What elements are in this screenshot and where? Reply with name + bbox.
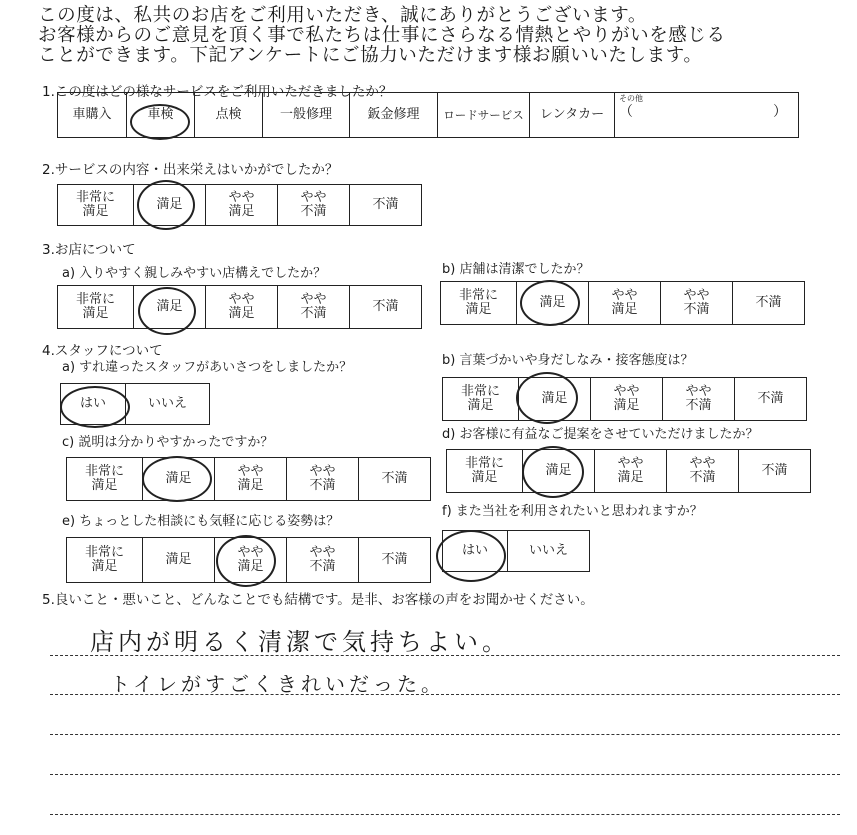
q4d-satisfied[interactable]: 満足 [522, 450, 594, 492]
answer-line [50, 774, 840, 775]
handwritten-answer-line-1: 店内が明るく清潔で気持ちよい。 [90, 628, 510, 656]
q3a-satisfied[interactable]: 満足 [133, 286, 205, 328]
q1-options-row [57, 92, 799, 138]
q4e-very-satisfied[interactable]: 非常に 満足 [84, 545, 124, 574]
q4e-dissatisfied[interactable]: 不満 [358, 538, 430, 582]
q3b-satisfied[interactable]: 満足 [516, 282, 588, 324]
intro-line-2: お客様からのご意見を頂く事で私たちは仕事にさらなる情熱とやりがいを感じる [38, 25, 726, 46]
q2-scale [57, 184, 422, 226]
q4e-scale [66, 537, 431, 583]
q3a-very-satisfied[interactable]: 非常に 満足 [75, 292, 115, 321]
q4c-scale [66, 457, 431, 501]
q4f-options [442, 530, 590, 572]
question-3: 3.お店について [42, 242, 136, 258]
question-4b: b) 言葉づかいや身だしなみ・接客態度は？ [442, 353, 694, 368]
q3b-scale [440, 281, 805, 325]
q4a-no[interactable]: いいえ [125, 384, 209, 424]
question-4f: f) また当社を利用されたいと思われますか？ [442, 504, 703, 519]
question-4e: e) ちょっとした相談にも気軽に応じる姿勢は？ [62, 514, 340, 529]
q4c-dissatisfied[interactable]: 不満 [358, 458, 430, 500]
answer-line [50, 734, 840, 735]
question-4c: c) 説明は分かりやすかったですか？ [62, 435, 274, 450]
q4d-somewhat-satisfied[interactable]: やや 満足 [594, 450, 666, 492]
q4b-satisfied[interactable]: 満足 [518, 378, 590, 420]
q3a-somewhat-satisfied[interactable]: やや 満足 [205, 286, 277, 328]
q4c-somewhat-satisfied[interactable]: やや 満足 [214, 458, 286, 500]
q4b-dissatisfied[interactable]: 不満 [734, 378, 806, 420]
q4d-somewhat-dissatisfied[interactable]: やや 不満 [666, 450, 738, 492]
q4e-somewhat-satisfied[interactable]: やや 満足 [214, 538, 286, 582]
q4a-options [60, 383, 210, 425]
q1-other-label: その他 [619, 94, 643, 103]
q4e-somewhat-dissatisfied[interactable]: やや 不満 [286, 538, 358, 582]
q1-option-check[interactable]: 点検 [194, 93, 262, 137]
intro-line-3: ことができます。下記アンケートにご協力いただけます様お願いいたします。 [38, 45, 703, 66]
q4f-no[interactable]: いいえ [507, 531, 589, 571]
q3b-somewhat-dissatisfied[interactable]: やや 不満 [660, 282, 732, 324]
q4a-yes[interactable]: はい [79, 396, 106, 411]
q1-option-other[interactable] [614, 93, 798, 137]
question-4a: a) すれ違ったスタッフがあいさつをしましたか？ [62, 360, 353, 375]
q1-option-general-repair[interactable]: 一般修理 [262, 93, 349, 137]
q2-very-satisfied[interactable]: 非常に 満足 [75, 190, 115, 219]
answer-line [50, 814, 840, 815]
q3a-scale [57, 285, 422, 329]
q3b-dissatisfied[interactable]: 不満 [732, 282, 804, 324]
q3b-very-satisfied[interactable]: 非常に 満足 [458, 288, 498, 317]
q3a-dissatisfied[interactable]: 不満 [349, 286, 421, 328]
q4c-very-satisfied[interactable]: 非常に 満足 [84, 464, 124, 493]
q1-other-field[interactable]: （ ） [619, 104, 787, 120]
question-4: 4.スタッフについて [42, 343, 163, 359]
q1-option-sheet-metal[interactable]: 鈑金修理 [349, 93, 437, 137]
question-5: 5.良いこと・悪いこと、どんなことでも結構です。是非、お客様の声をお聞かせください。 [42, 592, 594, 608]
question-4d: d) お客様に有益なご提案をさせていただけましたか？ [442, 427, 759, 442]
q2-dissatisfied[interactable]: 不満 [349, 185, 421, 225]
q1-option-rental[interactable]: レンタカー [529, 93, 614, 137]
q4b-scale [442, 377, 807, 421]
intro-text [38, 6, 838, 66]
handwritten-answer-line-2: トイレがすごくきれいだった。 [110, 672, 445, 696]
q2-somewhat-satisfied[interactable]: やや 満足 [205, 185, 277, 225]
question-2: 2.サービスの内容・出来栄えはいかがでしたか？ [42, 162, 339, 178]
q1-option-inspection[interactable]: 車検 [126, 93, 194, 137]
q3a-somewhat-dissatisfied[interactable]: やや 不満 [277, 286, 349, 328]
q4d-very-satisfied[interactable]: 非常に 満足 [464, 456, 504, 485]
q4e-satisfied[interactable]: 満足 [142, 538, 214, 582]
q1-option-car-purchase[interactable]: 車購入 [72, 107, 112, 122]
q4f-yes[interactable]: はい [461, 543, 488, 558]
question-3a: a) 入りやすく親しみやすい店構えでしたか？ [62, 266, 327, 281]
question-3b: b) 店舗は清潔でしたか？ [442, 262, 590, 277]
question-1: 1.この度はどの様なサービスをご利用いただきましたか？ [42, 84, 393, 100]
q3b-somewhat-satisfied[interactable]: やや 満足 [588, 282, 660, 324]
q4d-dissatisfied[interactable]: 不満 [738, 450, 810, 492]
q2-satisfied[interactable]: 満足 [133, 185, 205, 225]
q2-somewhat-dissatisfied[interactable]: やや 不満 [277, 185, 349, 225]
q4c-somewhat-dissatisfied[interactable]: やや 不満 [286, 458, 358, 500]
q4b-somewhat-satisfied[interactable]: やや 満足 [590, 378, 662, 420]
intro-line-1: この度は、私共のお店をご利用いただき、誠にありがとうございます。 [38, 5, 647, 26]
q4b-very-satisfied[interactable]: 非常に 満足 [460, 384, 500, 413]
q4b-somewhat-dissatisfied[interactable]: やや 不満 [662, 378, 734, 420]
q1-option-road-service[interactable]: ロードサービス [437, 93, 529, 137]
q4d-scale [446, 449, 811, 493]
q4c-satisfied[interactable]: 満足 [142, 458, 214, 500]
